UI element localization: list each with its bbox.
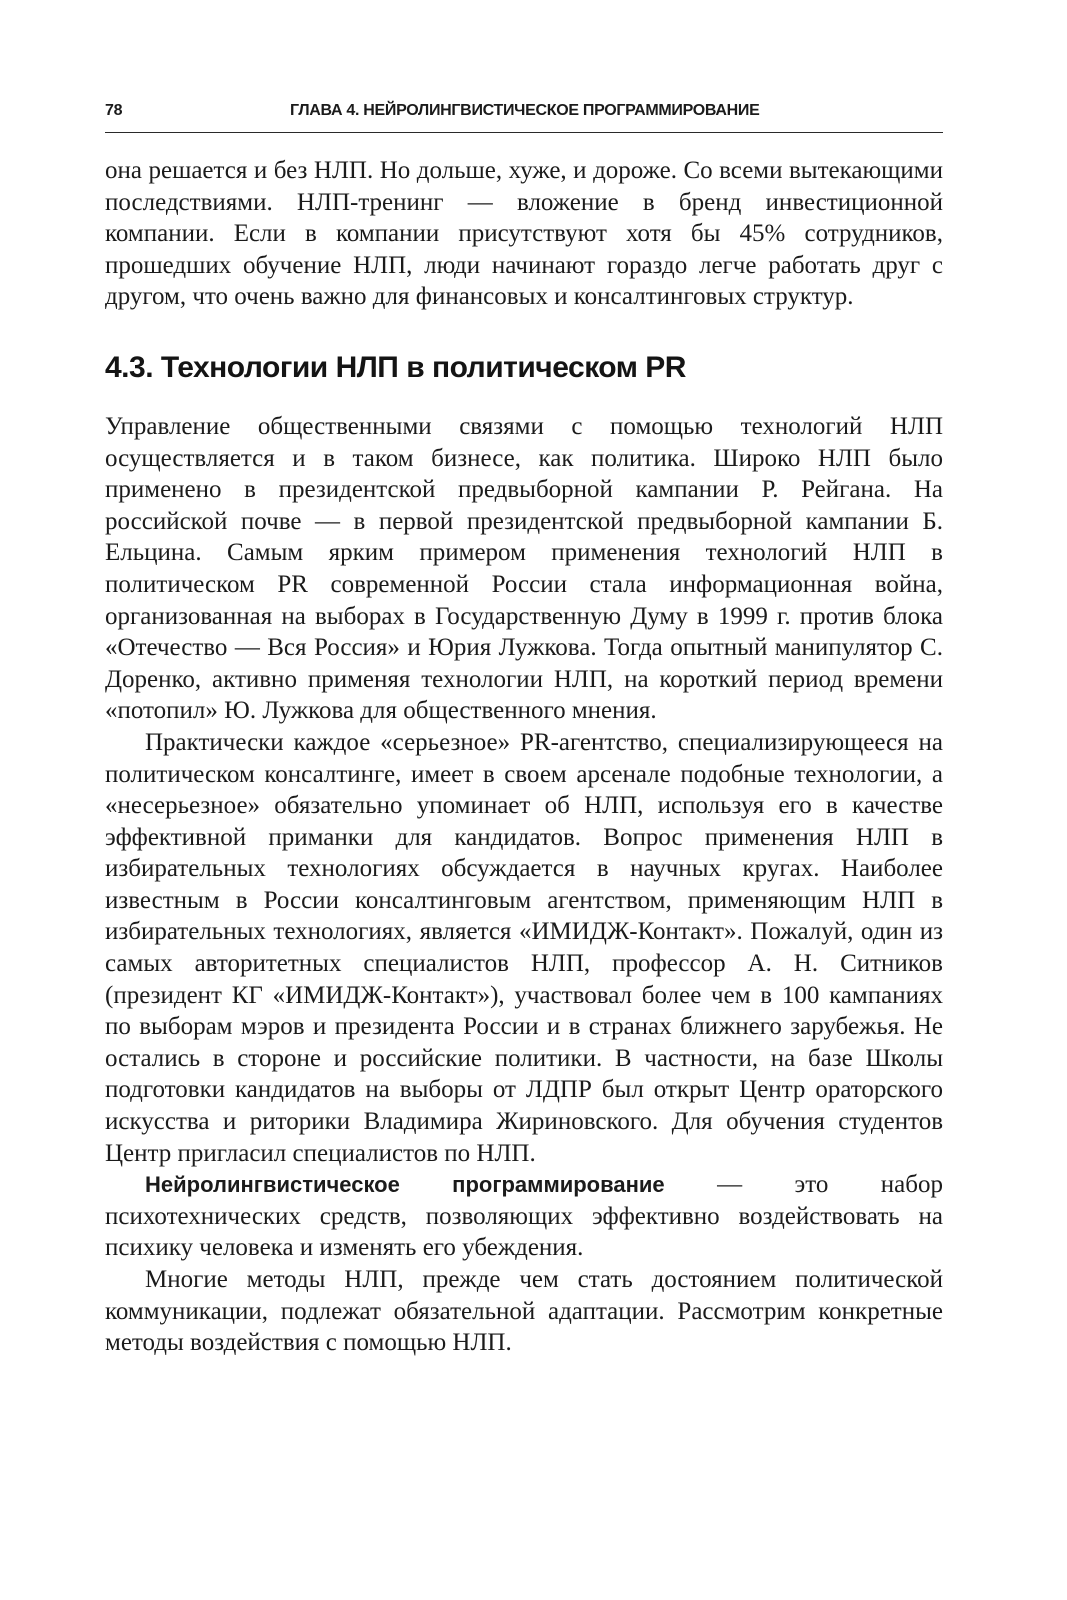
section-heading: 4.3. Технологии НЛП в политическом PR: [105, 350, 686, 384]
page-number: 78: [105, 102, 123, 119]
defined-term: Нейролингвистическое программирование: [145, 1172, 665, 1198]
definition-paragraph: [105, 1169, 943, 1264]
page-body: [105, 155, 943, 1359]
running-header: [105, 102, 943, 133]
section-paragraph-1: Управление общественными связями с помощью технологий НЛП осуществляется и в таком бизнесе, как политика. Широко НЛП было применено в президентской предвыборной кампании Р. Рейгана. На российской почве — в первой президентской предвыборной кампании Б. Ельцина. Самым ярким примером применения технологий НЛП в политическом PR современной России стала информационная война, организованная на выборах в Государственную Думу в 1999 г. против блока «Отечество — Вся Россия» и Юрия Лужкова. Тогда опытный манипулятор С. Доренко, активно применяя технологии НЛП, на короткий период времени «потопил» Ю. Лужкова для общественного мнения.: [105, 412, 943, 725]
definition-text: — это набор психотехнических средств, позволяющих эффективно воздействовать на психику человека и изменять его убеждения.: [105, 1171, 943, 1262]
continuation-paragraph: она решается и без НЛП. Но дольше, хуже, и дороже. Со всеми вытекающими последствиями. НЛП-тренинг — вложение в бренд инвестиционной компании. Если в компании присутствуют хотя бы 45% сотрудников, прошедших обучение НЛП, люди начинают гораздо легче работать друг с другом, что очень важно для финансовых и консалтинговых структур.: [105, 157, 943, 311]
section-paragraph-2: Практически каждое «серьезное» PR-агентство, специализирующееся на политическом консалтинге, имеет в своем арсенале подобные технологии, а «несерьезное» обязательно упоминает об НЛП, используя его в качестве эффективной приманки для кандидатов. Вопрос применения НЛП в избирательных технологиях обсуждается в научных кругах. Наиболее известным в России консалтинговым агентством, применяющим НЛП в избирательных технологиях, является «ИМИДЖ-Контакт». Пожалуй, один из самых авторитетных специалистов НЛП, профессор А. Н. Ситников (президент КГ «ИМИДЖ-Контакт»), участвовал более чем в 100 кампаниях по выборам мэров и президента России и в странах ближнего зарубежья. Не остались в стороне и российские политики. В частности, на базе Школы подготовки кандидатов на выборы от ЛДПР был открыт Центр ораторского искусства и риторики Владимира Жириновского. Для обучения студентов Центр пригласил специалистов по НЛП.: [105, 728, 943, 1167]
chapter-title: ГЛАВА 4. НЕЙРОЛИНГВИСТИЧЕСКОЕ ПРОГРАММИРОВАНИЕ: [290, 102, 760, 119]
closing-paragraph: Многие методы НЛП, прежде чем стать достоянием политической коммуникации, подлежат обязательной адаптации. Рассмотрим конкретные методы воздействия с помощью НЛП.: [105, 1266, 943, 1357]
book-page: [105, 102, 943, 1359]
